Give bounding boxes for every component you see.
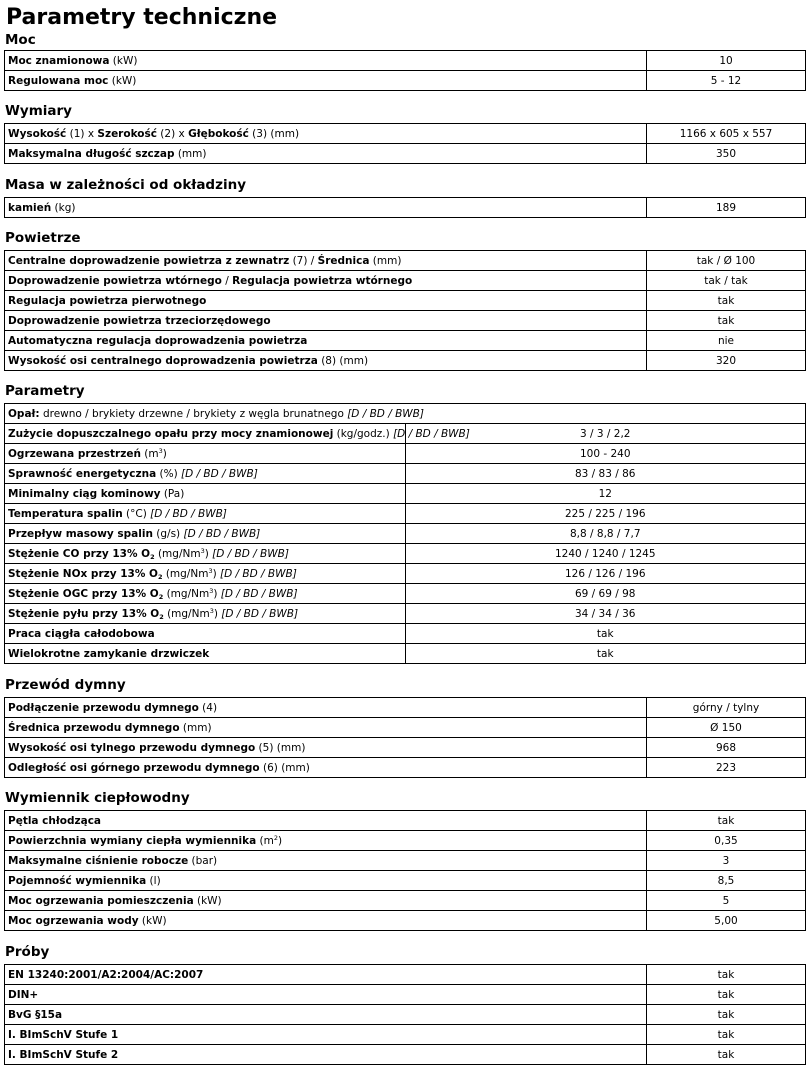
- row-label: Centralne doprowadzenie powietrza z zewnatrz (7) / Średnica (mm): [5, 251, 647, 271]
- row-label: I. BImSchV Stufe 2: [5, 1045, 647, 1065]
- row-label: Zużycie dopuszczalnego opału przy mocy znamionowej (kg/godz.) [D / BD / BWB]: [5, 424, 406, 444]
- row-label: Maksymalne ciśnienie robocze (bar): [5, 851, 647, 871]
- row-label: Automatyczna regulacja doprowadzenia powietrza: [5, 331, 647, 351]
- table-przewod-dymny: [4, 697, 806, 778]
- row-label: Stężenie NOx przy 13% $O_2$ (mg/Nm$^3$) [D / BD / BWB]: [5, 564, 406, 584]
- table-row: [5, 484, 806, 504]
- row-label: I. BImSchV Stufe 1: [5, 1025, 647, 1045]
- table-row: [5, 604, 806, 624]
- row-label: Stężenie OGC przy 13% $O_2$ (mg/Nm$^3$) [D / BD / BWB]: [5, 584, 406, 604]
- row-value: 5: [647, 891, 806, 911]
- table-row: [5, 1045, 806, 1065]
- row-label: Pętla chłodząca: [5, 811, 647, 831]
- table-row: [5, 251, 806, 271]
- row-value: nie: [647, 331, 806, 351]
- table-row: [5, 851, 806, 871]
- row-label: Temperatura spalin (°C) [D / BD / BWB]: [5, 504, 406, 524]
- row-value: 69 / 69 / 98: [405, 584, 806, 604]
- row-value: tak: [405, 624, 806, 644]
- row-value: 223: [647, 758, 806, 778]
- row-label: Stężenie pyłu przy 13% $O_2$ (mg/Nm$^3$) [D / BD / BWB]: [5, 604, 406, 624]
- row-value: 320: [647, 351, 806, 371]
- table-row: [5, 144, 806, 164]
- row-label: Podłączenie przewodu dymnego (4): [5, 698, 647, 718]
- row-value: 3 / 3 / 2,2: [405, 424, 806, 444]
- table-proby: [4, 964, 806, 1065]
- section-title-proby: Próby: [5, 944, 50, 960]
- table-wymiary: [4, 123, 806, 164]
- table-row: [5, 444, 806, 464]
- fuel-row-label: Opał: drewno / brykiety drzewne / brykiety z węgla brunatnego [D / BD / BWB]: [5, 404, 806, 424]
- row-value: tak: [647, 1025, 806, 1045]
- row-value: 10: [647, 51, 806, 71]
- row-value: 189: [647, 198, 806, 218]
- row-label: Doprowadzenie powietrza wtórnego / Regulacja powietrza wtórnego: [5, 271, 647, 291]
- row-label: DIN+: [5, 985, 647, 1005]
- row-label: Odległość osi górnego przewodu dymnego (6) (mm): [5, 758, 647, 778]
- row-label: Wysokość osi tylnego przewodu dymnego (5) (mm): [5, 738, 647, 758]
- row-label: Praca ciągła całodobowa: [5, 624, 406, 644]
- table-row: [5, 644, 806, 664]
- row-value: 0,35: [647, 831, 806, 851]
- table-row: [5, 564, 806, 584]
- row-label: Regulowana moc (kW): [5, 71, 647, 91]
- table-powietrze: [4, 250, 806, 371]
- row-value: 1240 / 1240 / 1245: [405, 544, 806, 564]
- table-row: [5, 718, 806, 738]
- row-label: Moc znamionowa (kW): [5, 51, 647, 71]
- row-label: Średnica przewodu dymnego (mm): [5, 718, 647, 738]
- table-row: [5, 891, 806, 911]
- row-label: Ogrzewana przestrzeń $(m^3)$: [5, 444, 406, 464]
- row-value: 8,8 / 8,8 / 7,7: [405, 524, 806, 544]
- row-label: Regulacja powietrza pierwotnego: [5, 291, 647, 311]
- table-row: [5, 811, 806, 831]
- row-value: 5 - 12: [647, 71, 806, 91]
- row-label: Wysokość osi centralnego doprowadzenia powietrza (8) (mm): [5, 351, 647, 371]
- row-value: tak: [647, 985, 806, 1005]
- section-title-powietrze: Powietrze: [5, 230, 81, 246]
- row-label: Doprowadzenie powietrza trzeciorzędowego: [5, 311, 647, 331]
- row-value: tak: [405, 644, 806, 664]
- row-label: EN 13240:2001/A2:2004/AC:2007: [5, 965, 647, 985]
- row-value: tak: [647, 1005, 806, 1025]
- table-row: [5, 504, 806, 524]
- row-value: 1166 x 605 x 557: [647, 124, 806, 144]
- row-value: 8,5: [647, 871, 806, 891]
- row-label: Moc ogrzewania pomieszczenia (kW): [5, 891, 647, 911]
- section-title-wymiary: Wymiary: [5, 103, 72, 119]
- row-value: tak: [647, 291, 806, 311]
- section-title-masa: Masa w zależności od okładziny: [5, 177, 246, 193]
- table-moc: [4, 50, 806, 91]
- table-row: [5, 51, 806, 71]
- table-row: [5, 831, 806, 851]
- table-row: [5, 624, 806, 644]
- section-title-wymiennik: Wymiennik ciepłowodny: [5, 790, 190, 806]
- section-title-przewod-dymny: Przewód dymny: [5, 677, 126, 693]
- row-label: Sprawność energetyczna (%) [D / BD / BWB]: [5, 464, 406, 484]
- row-label: Pojemność wymiennika (l): [5, 871, 647, 891]
- row-value: Ø 150: [647, 718, 806, 738]
- row-value: 83 / 83 / 86: [405, 464, 806, 484]
- table-row: [5, 424, 806, 444]
- row-value: 3: [647, 851, 806, 871]
- table-row: [5, 871, 806, 891]
- row-label: Moc ogrzewania wody (kW): [5, 911, 647, 931]
- table-row: [5, 124, 806, 144]
- table-row: [5, 311, 806, 331]
- row-value: 100 - 240: [405, 444, 806, 464]
- table-row: [5, 584, 806, 604]
- row-value: tak / Ø 100: [647, 251, 806, 271]
- row-value: tak: [647, 311, 806, 331]
- table-masa: [4, 197, 806, 218]
- row-value: górny / tylny: [647, 698, 806, 718]
- row-label: Maksymalna długość szczap (mm): [5, 144, 647, 164]
- table-row: [5, 911, 806, 931]
- table-row: [5, 524, 806, 544]
- row-label: BvG §15a: [5, 1005, 647, 1025]
- row-label: Stężenie CO przy 13% $O_2$ (mg/Nm$^3$) [D / BD / BWB]: [5, 544, 406, 564]
- table-row: [5, 404, 806, 424]
- table-row: [5, 464, 806, 484]
- row-value: 350: [647, 144, 806, 164]
- table-row: [5, 291, 806, 311]
- row-label: Minimalny ciąg kominowy (Pa): [5, 484, 406, 504]
- table-row: [5, 965, 806, 985]
- row-value: 12: [405, 484, 806, 504]
- row-value: 225 / 225 / 196: [405, 504, 806, 524]
- table-parametry: [4, 403, 806, 664]
- table-row: [5, 331, 806, 351]
- section-title-moc: Moc: [5, 32, 36, 48]
- row-value: 126 / 126 / 196: [405, 564, 806, 584]
- table-row: [5, 1005, 806, 1025]
- row-value: tak: [647, 965, 806, 985]
- table-row: [5, 271, 806, 291]
- table-row: [5, 698, 806, 718]
- row-value: 5,00: [647, 911, 806, 931]
- table-row: [5, 71, 806, 91]
- row-value: 968: [647, 738, 806, 758]
- section-title-parametry: Parametry: [5, 383, 85, 399]
- table-row: [5, 985, 806, 1005]
- table-row: [5, 1025, 806, 1045]
- row-value: 34 / 34 / 36: [405, 604, 806, 624]
- row-value: tak: [647, 1045, 806, 1065]
- page-title: Parametry techniczne: [6, 5, 278, 30]
- row-value: tak / tak: [647, 271, 806, 291]
- row-label: kamień (kg): [5, 198, 647, 218]
- table-row: [5, 198, 806, 218]
- table-row: [5, 738, 806, 758]
- table-row: [5, 758, 806, 778]
- table-row: [5, 544, 806, 564]
- row-label: Wielokrotne zamykanie drzwiczek: [5, 644, 406, 664]
- table-wymiennik: [4, 810, 806, 931]
- row-label: Powierzchnia wymiany ciepła wymiennika $(m^2)$: [5, 831, 647, 851]
- row-value: tak: [647, 811, 806, 831]
- table-row: [5, 351, 806, 371]
- row-label: Przepływ masowy spalin (g/s) [D / BD / BWB]: [5, 524, 406, 544]
- row-label: Wysokość (1) x Szerokość (2) x Głębokość (3) (mm): [5, 124, 647, 144]
